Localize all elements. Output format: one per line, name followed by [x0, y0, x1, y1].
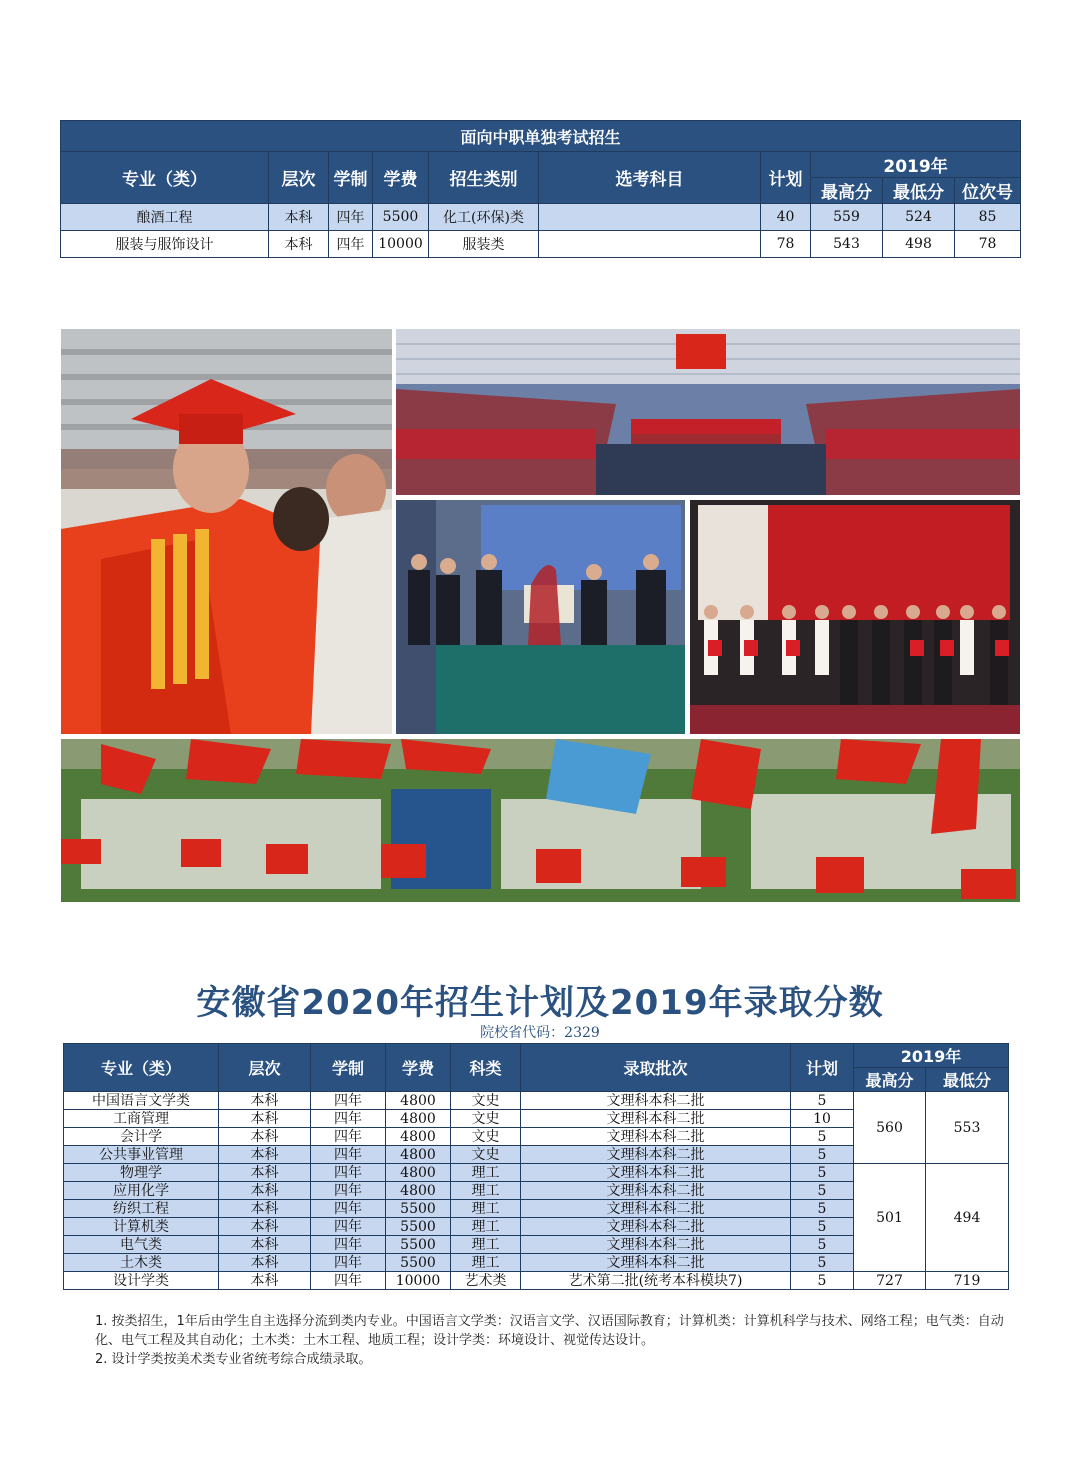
cell-level: 本科: [269, 231, 329, 258]
cell-major: 应用化学: [64, 1182, 219, 1200]
cell-level: 本科: [219, 1272, 311, 1290]
cell-fee: 4800: [386, 1146, 451, 1164]
cell-plan: 5: [791, 1092, 854, 1110]
header-duration: 学制: [329, 152, 373, 204]
school-province-code: 院校省代码：2329: [480, 1025, 600, 1041]
cell-fee: 4800: [386, 1110, 451, 1128]
header-fee: 学费: [386, 1044, 451, 1092]
cell-batch: 文理科本科二批: [521, 1200, 791, 1218]
header-subject: 科类: [451, 1044, 521, 1092]
cell-batch: 文理科本科二批: [521, 1110, 791, 1128]
cell-major: 酿酒工程: [61, 204, 269, 231]
cell-level: 本科: [269, 204, 329, 231]
cell-duration: 四年: [311, 1110, 386, 1128]
cell-level: 本科: [219, 1146, 311, 1164]
table-row: [61, 204, 1021, 231]
header-rank: 位次号: [955, 178, 1021, 204]
header-min: 最低分: [883, 178, 955, 204]
header-plan: 计划: [761, 152, 811, 204]
cell-max: 543: [811, 231, 883, 258]
cell-min: 524: [883, 204, 955, 231]
cell-subject: 文史: [451, 1110, 521, 1128]
cell-major: 物理学: [64, 1164, 219, 1182]
cell-level: 本科: [219, 1128, 311, 1146]
cell-level: 本科: [219, 1218, 311, 1236]
cell-plan: 5: [791, 1200, 854, 1218]
cell-subject: 理工: [451, 1254, 521, 1272]
header-year: 2019年: [811, 152, 1021, 178]
table-row: [64, 1092, 1009, 1110]
graduation-ceremony-photo: [61, 329, 392, 734]
auditorium-ceremony-photo: [396, 329, 1020, 495]
cell-min: 498: [883, 231, 955, 258]
yishu-min-score: 719: [926, 1272, 1009, 1290]
cell-plan: 5: [791, 1128, 854, 1146]
note-1: 1. 按类招生，1年后由学生自主选择分流到类内专业。中国语言文学类：汉语言文学、汉语国际教育；计算机类：计算机科学与技术、网络工程；电气类：自动化、电气工程及其自动化；土木类：土木工程、地质工程；设计学类：环境设计、视觉传达设计。: [95, 1314, 1004, 1348]
cell-level: 本科: [219, 1254, 311, 1272]
cell-subjects: [539, 204, 761, 231]
cell-level: 本科: [219, 1164, 311, 1182]
cell-subject: 文史: [451, 1092, 521, 1110]
cell-batch: 文理科本科二批: [521, 1128, 791, 1146]
cell-duration: 四年: [311, 1254, 386, 1272]
cell-duration: 四年: [311, 1236, 386, 1254]
cell-subject: 艺术类: [451, 1272, 521, 1290]
cell-fee: 5500: [386, 1218, 451, 1236]
cell-fee: 4800: [386, 1182, 451, 1200]
wenshi-max-score: 560: [854, 1092, 926, 1164]
cell-fee: 5500: [386, 1254, 451, 1272]
cell-plan: 5: [791, 1146, 854, 1164]
header-max: 最高分: [854, 1068, 926, 1092]
cell-subject: 理工: [451, 1164, 521, 1182]
cell-fee: 4800: [386, 1128, 451, 1146]
cell-duration: 四年: [329, 231, 373, 258]
cell-batch: 文理科本科二批: [521, 1218, 791, 1236]
cell-duration: 四年: [311, 1128, 386, 1146]
cell-fee: 5500: [373, 204, 429, 231]
cell-major: 电气类: [64, 1236, 219, 1254]
table-row: [61, 231, 1021, 258]
header-category: 招生类别: [429, 152, 539, 204]
cell-plan: 78: [761, 231, 811, 258]
note-2: 2. 设计学类按美术类专业省统考综合成绩录取。: [95, 1352, 372, 1367]
cell-subject: 理工: [451, 1182, 521, 1200]
header-subjects: 选考科目: [539, 152, 761, 204]
cell-duration: 四年: [311, 1218, 386, 1236]
cell-subject: 理工: [451, 1200, 521, 1218]
cell-subject: 理工: [451, 1218, 521, 1236]
cell-duration: 四年: [311, 1092, 386, 1110]
header-plan: 计划: [791, 1044, 854, 1092]
cell-rank: 78: [955, 231, 1021, 258]
cell-batch: 文理科本科二批: [521, 1182, 791, 1200]
cell-subjects: [539, 231, 761, 258]
header-level: 层次: [269, 152, 329, 204]
ligong-max-score: 501: [854, 1164, 926, 1272]
header-duration: 学制: [311, 1044, 386, 1092]
cell-major: 计算机类: [64, 1218, 219, 1236]
cell-duration: 四年: [329, 204, 373, 231]
cell-level: 本科: [219, 1236, 311, 1254]
cell-rank: 85: [955, 204, 1021, 231]
cell-subject: 文史: [451, 1128, 521, 1146]
section-title: 安徽省2020年招生计划及2019年录取分数: [196, 983, 884, 1023]
cell-plan: 5: [791, 1182, 854, 1200]
cell-duration: 四年: [311, 1182, 386, 1200]
table-row: [64, 1164, 1009, 1182]
cell-category: 化工(环保)类: [429, 204, 539, 231]
single-exam-admission-table: [60, 120, 1021, 258]
cell-plan: 5: [791, 1218, 854, 1236]
anhui-admission-table: [63, 1043, 1009, 1290]
cell-batch: 文理科本科二批: [521, 1146, 791, 1164]
cell-level: 本科: [219, 1182, 311, 1200]
scholarship-award-photo: [690, 500, 1020, 734]
header-fee: 学费: [373, 152, 429, 204]
cell-major: 纺织工程: [64, 1200, 219, 1218]
cell-plan: 5: [791, 1164, 854, 1182]
cell-batch: 艺术第二批(统考本科模块7): [521, 1272, 791, 1290]
cell-fee: 10000: [373, 231, 429, 258]
cell-subject: 理工: [451, 1236, 521, 1254]
cell-major: 会计学: [64, 1128, 219, 1146]
header-level: 层次: [219, 1044, 311, 1092]
cell-level: 本科: [219, 1092, 311, 1110]
ligong-min-score: 494: [926, 1164, 1009, 1272]
cell-level: 本科: [219, 1200, 311, 1218]
cell-duration: 四年: [311, 1272, 386, 1290]
cell-major: 服装与服饰设计: [61, 231, 269, 258]
header-major: 专业（类）: [64, 1044, 219, 1092]
cell-duration: 四年: [311, 1200, 386, 1218]
header-max: 最高分: [811, 178, 883, 204]
cell-plan: 5: [791, 1272, 854, 1290]
cell-batch: 文理科本科二批: [521, 1254, 791, 1272]
notes: [95, 1312, 1005, 1369]
cell-fee: 5500: [386, 1236, 451, 1254]
cell-major: 公共事业管理: [64, 1146, 219, 1164]
table1-caption: 面向中职单独考试招生: [61, 121, 1021, 152]
cell-duration: 四年: [311, 1164, 386, 1182]
header-batch: 录取批次: [521, 1044, 791, 1092]
cell-batch: 文理科本科二批: [521, 1164, 791, 1182]
header-min: 最低分: [926, 1068, 1009, 1092]
cell-subject: 文史: [451, 1146, 521, 1164]
yishu-max-score: 727: [854, 1272, 926, 1290]
cell-batch: 文理科本科二批: [521, 1092, 791, 1110]
cell-major: 设计学类: [64, 1272, 219, 1290]
cell-fee: 10000: [386, 1272, 451, 1290]
header-year: 2019年: [854, 1044, 1009, 1068]
cell-level: 本科: [219, 1110, 311, 1128]
cell-fee: 4800: [386, 1164, 451, 1182]
table-row: [64, 1272, 1009, 1290]
cell-batch: 文理科本科二批: [521, 1236, 791, 1254]
header-major: 专业（类）: [61, 152, 269, 204]
cell-fee: 5500: [386, 1200, 451, 1218]
cell-plan: 40: [761, 204, 811, 231]
cell-category: 服装类: [429, 231, 539, 258]
cell-plan: 5: [791, 1236, 854, 1254]
cell-plan: 10: [791, 1110, 854, 1128]
cell-major: 工商管理: [64, 1110, 219, 1128]
cell-plan: 5: [791, 1254, 854, 1272]
cell-max: 559: [811, 204, 883, 231]
wenshi-min-score: 553: [926, 1092, 1009, 1164]
cell-major: 中国语言文学类: [64, 1092, 219, 1110]
cell-duration: 四年: [311, 1146, 386, 1164]
cell-major: 土木类: [64, 1254, 219, 1272]
unveiling-ceremony-photo: [396, 500, 685, 734]
sports-parade-photo: [61, 739, 1020, 902]
cell-fee: 4800: [386, 1092, 451, 1110]
